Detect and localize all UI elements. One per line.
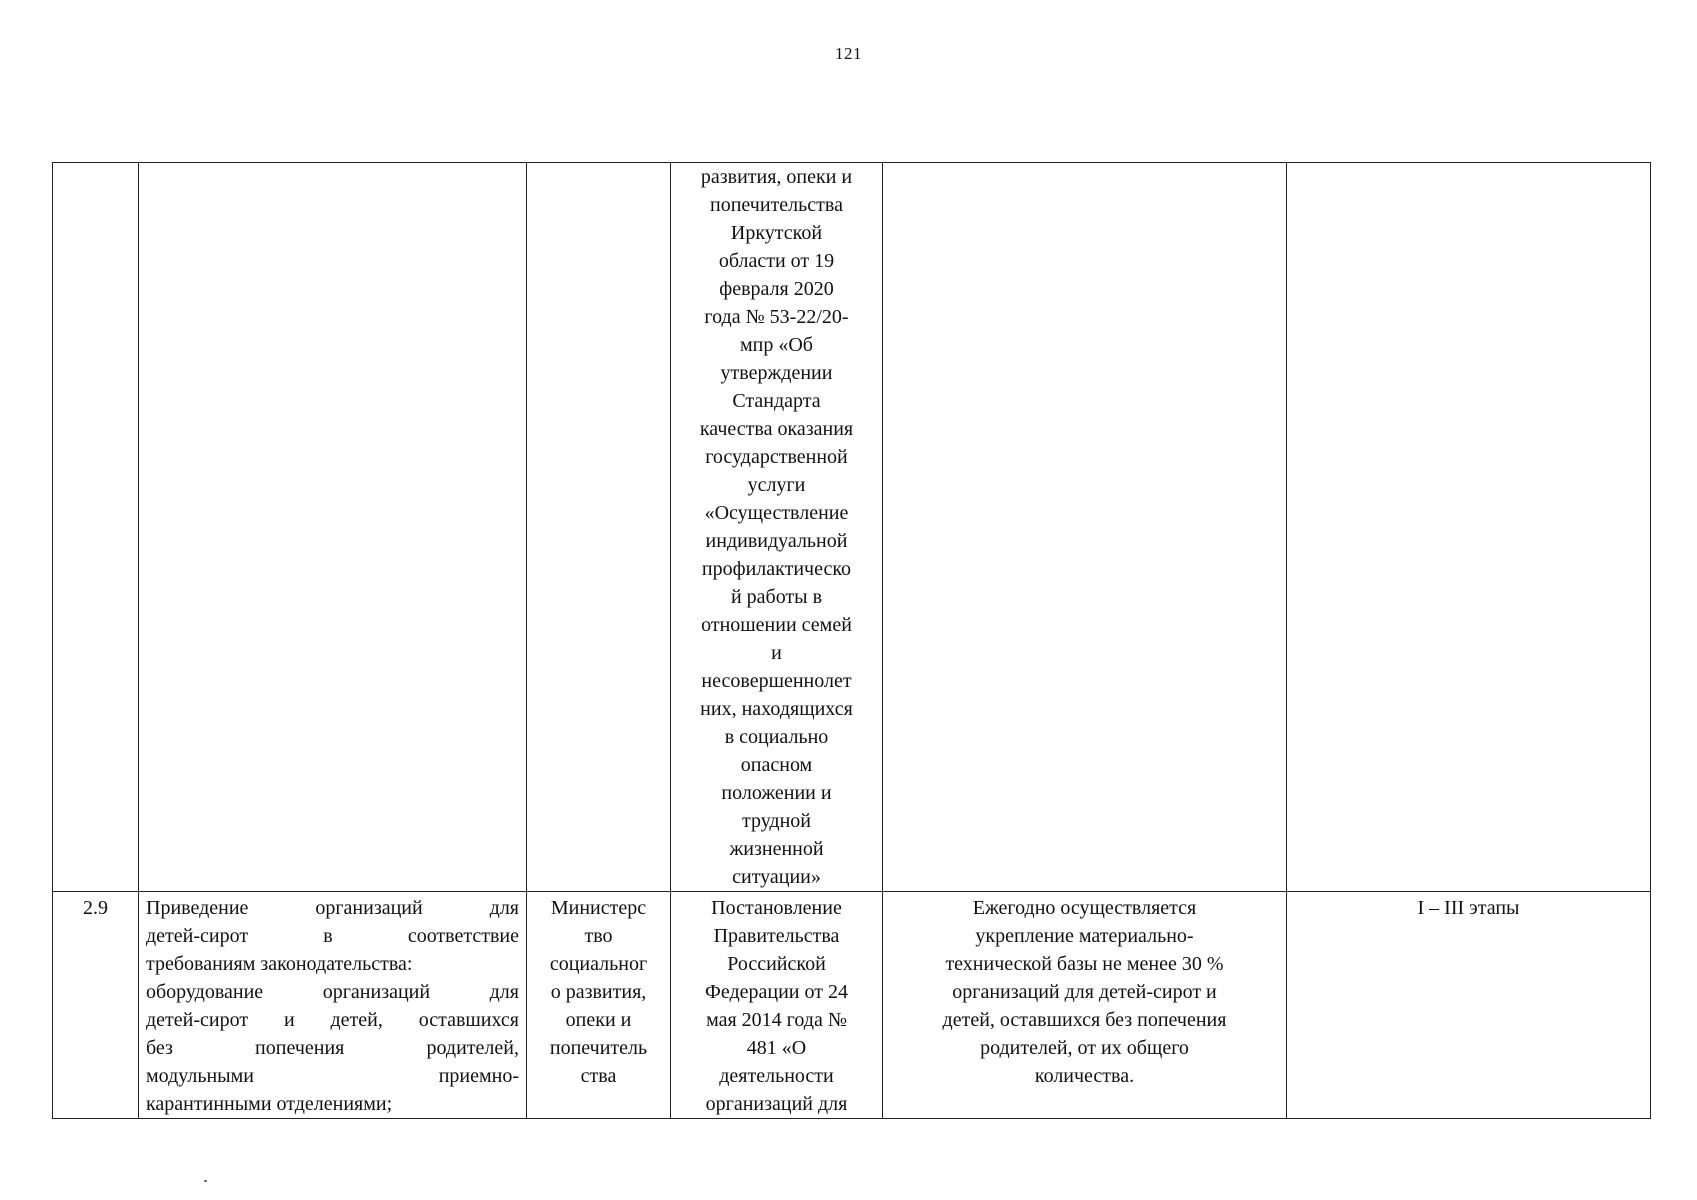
cell-number	[53, 163, 139, 892]
result-line: Ежегодно осуществляется	[972, 897, 1197, 919]
document-line: Стандарта	[732, 390, 821, 412]
document-line: организаций для	[705, 1093, 848, 1115]
result-line: технической базы не менее 30 %	[945, 953, 1224, 975]
measure-name-line: карантинными отделениями;	[146, 1093, 393, 1115]
cell-executor	[527, 163, 671, 892]
executor-line: о развития,	[550, 981, 647, 1003]
document-line: них, находящихся	[700, 698, 853, 720]
document-line: опасном	[740, 754, 813, 776]
document-line: государственной	[705, 446, 848, 468]
result-line: родителей, от их общего	[980, 1037, 1189, 1059]
result-line: укрепление материально-	[975, 925, 1194, 947]
result-line: детей, оставшихся без попечения	[942, 1009, 1227, 1031]
document-line: февраля 2020	[719, 278, 834, 300]
cell-document	[671, 892, 883, 1119]
table-row-2-9	[53, 892, 1651, 1119]
executor-line: опеки и	[565, 1009, 632, 1031]
document-line: жизненной	[729, 838, 824, 860]
measure-name-line: без попечения родителей,	[146, 1037, 519, 1059]
measure-name-line: детей-сирот в соответствие	[146, 925, 519, 947]
document-line: качества оказания	[699, 418, 854, 440]
document-line: Постановление	[711, 897, 842, 919]
document-line: «Осуществление	[704, 502, 849, 524]
result-line: организаций для детей-сирот и	[952, 981, 1217, 1003]
measure-name-line: детей-сирот и детей, оставшихся	[146, 1009, 519, 1031]
executor-line: Министерс	[550, 897, 647, 919]
cell-term: I – III этапы	[1287, 892, 1651, 1119]
document-line: трудной	[741, 810, 812, 832]
document-line: й работы в	[730, 586, 823, 608]
document-line: Федерации от 24	[705, 981, 848, 1003]
document-line: Российской	[727, 953, 826, 975]
executor-line: попечитель	[549, 1037, 648, 1059]
cell-result	[883, 163, 1287, 892]
measure-name-line: Приведение организаций для	[146, 897, 519, 919]
document-line: и	[771, 642, 782, 664]
page-number: 121	[835, 44, 862, 63]
document-line: индивидуальной	[705, 530, 848, 552]
document-line: утверждении	[720, 362, 833, 384]
cell-measure-name	[139, 892, 527, 1119]
cell-executor	[527, 892, 671, 1119]
document-line: ситуации»	[732, 866, 821, 888]
document-line: попечительства	[710, 194, 843, 216]
cell-term	[1287, 163, 1651, 892]
document-line: деятельности	[719, 1065, 834, 1087]
executor-line: тво	[584, 925, 613, 947]
cell-document	[671, 163, 883, 892]
document-line: мая 2014 года №	[706, 1009, 847, 1031]
document-line: отношении семей	[701, 614, 852, 636]
document-line: услуги	[747, 474, 806, 496]
table-row-continuation	[53, 163, 1651, 892]
cell-measure-name	[139, 163, 527, 892]
cell-result	[883, 892, 1287, 1119]
executor-line: ства	[580, 1065, 617, 1087]
measures-table	[52, 162, 1651, 1119]
measure-name-line: оборудование организаций для	[146, 981, 519, 1003]
document-line: 481 «О	[746, 1037, 807, 1059]
document-line: несовершеннолет	[701, 670, 852, 692]
executor-line: социальног	[549, 953, 648, 975]
document-line: Иркутской	[730, 222, 823, 244]
document-line: мпр «Об	[740, 334, 813, 356]
scan-speck	[204, 1180, 207, 1182]
document-line: года № 53-22/20-	[704, 306, 849, 328]
result-line: количества.	[1034, 1065, 1135, 1087]
document-line: области от 19	[718, 250, 835, 272]
document-line: положении и	[721, 782, 832, 804]
measure-name-line: требованиям законодательства:	[146, 953, 413, 975]
document-line: Правительства	[713, 925, 840, 947]
measure-name-line: модульными приемно-	[146, 1065, 519, 1087]
document-line: в социально	[724, 726, 829, 748]
document-line: профилактическо	[701, 558, 852, 580]
cell-number: 2.9	[53, 892, 139, 1119]
document-line: развития, опеки и	[700, 166, 853, 188]
